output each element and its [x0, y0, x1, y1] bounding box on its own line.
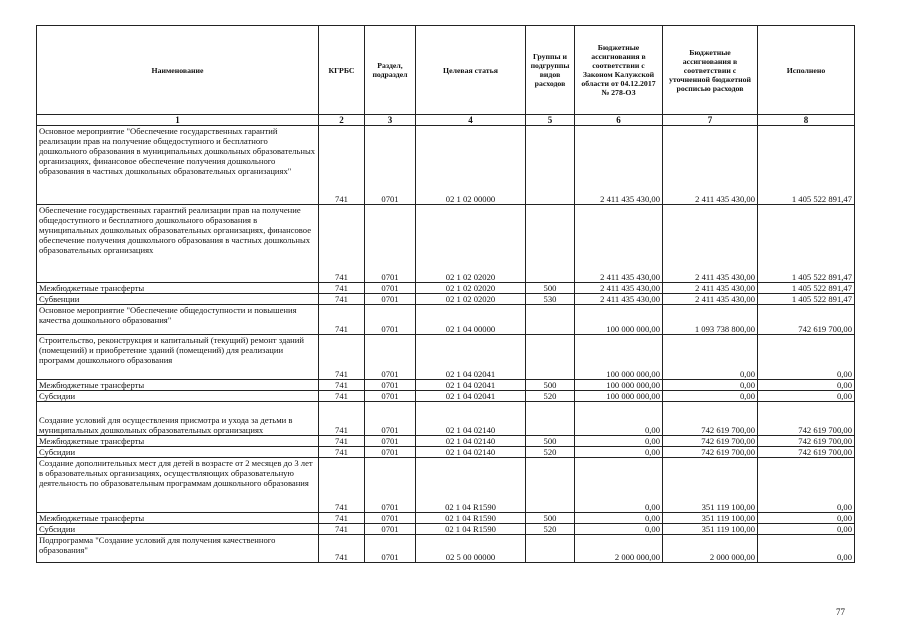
row-name: Основное мероприятие "Обеспечение общедоступности и повышения качества дошкольного образования" [37, 305, 319, 335]
row-name: Обеспечение государственных гарантий реализации прав на получение общедоступного и бесплатного дошкольного образования в муниципальных дошкольных образовательных организациях, финансовое обеспечение получения дошкольного образования в частных дошкольных образовательных организациях [37, 205, 319, 283]
row-group [526, 126, 575, 205]
row-section: 0701 [365, 335, 416, 380]
row-article: 02 1 02 02020 [416, 294, 526, 305]
table-row [37, 447, 855, 458]
table-row [37, 380, 855, 391]
row-article: 02 1 02 00000 [416, 126, 526, 205]
row-article: 02 1 04 02140 [416, 447, 526, 458]
row-law-amount: 0,00 [575, 458, 663, 513]
row-group: 500 [526, 283, 575, 294]
row-kgrbs: 741 [319, 458, 365, 513]
row-executed-amount: 0,00 [758, 535, 855, 563]
row-kgrbs: 741 [319, 294, 365, 305]
row-name: Субсидии [37, 391, 319, 402]
row-executed-amount: 742 619 700,00 [758, 305, 855, 335]
table-row [37, 283, 855, 294]
row-executed-amount: 0,00 [758, 335, 855, 380]
row-group [526, 335, 575, 380]
table-row [37, 402, 855, 436]
column-number: 4 [416, 115, 526, 126]
row-law-amount: 0,00 [575, 447, 663, 458]
table-row [37, 305, 855, 335]
row-law-amount: 2 411 435 430,00 [575, 283, 663, 294]
row-article: 02 1 04 02140 [416, 402, 526, 436]
row-refined-amount: 2 411 435 430,00 [663, 283, 758, 294]
page-number: 77 [836, 607, 845, 617]
row-section: 0701 [365, 402, 416, 436]
row-refined-amount: 742 619 700,00 [663, 402, 758, 436]
table-row [37, 513, 855, 524]
row-kgrbs: 741 [319, 447, 365, 458]
header-cell: Раздел, подраздел [365, 26, 416, 115]
row-law-amount: 100 000 000,00 [575, 380, 663, 391]
row-law-amount: 0,00 [575, 436, 663, 447]
row-refined-amount: 2 411 435 430,00 [663, 205, 758, 283]
row-executed-amount: 0,00 [758, 380, 855, 391]
row-name: Межбюджетные трансферты [37, 436, 319, 447]
row-refined-amount: 351 119 100,00 [663, 524, 758, 535]
table-row [37, 535, 855, 563]
column-number: 7 [663, 115, 758, 126]
row-law-amount: 2 411 435 430,00 [575, 126, 663, 205]
row-executed-amount: 0,00 [758, 391, 855, 402]
row-executed-amount: 1 405 522 891,47 [758, 126, 855, 205]
table-row [37, 294, 855, 305]
row-executed-amount: 1 405 522 891,47 [758, 294, 855, 305]
row-kgrbs: 741 [319, 126, 365, 205]
row-kgrbs: 741 [319, 513, 365, 524]
header-cell: Исполнено [758, 26, 855, 115]
row-refined-amount: 0,00 [663, 380, 758, 391]
row-name: Основное мероприятие "Обеспечение государственных гарантий реализации прав на получение общедоступного и бесплатного дошкольного образования в муниципальных дошкольных образовательных организациях, финансовое обеспечение получения дошкольного образования в частных дошкольных образовательных организациях" [37, 126, 319, 205]
row-name: Межбюджетные трансферты [37, 513, 319, 524]
table-row [37, 391, 855, 402]
row-section: 0701 [365, 305, 416, 335]
row-executed-amount: 0,00 [758, 513, 855, 524]
row-section: 0701 [365, 458, 416, 513]
row-refined-amount: 351 119 100,00 [663, 513, 758, 524]
row-law-amount: 0,00 [575, 513, 663, 524]
row-name: Строительство, реконструкция и капитальный (текущий) ремонт зданий (помещений) и приобретение зданий (помещений) для реализации программ дошкольного образования [37, 335, 319, 380]
row-name: Межбюджетные трансферты [37, 283, 319, 294]
column-number-row [37, 115, 855, 126]
row-section: 0701 [365, 294, 416, 305]
row-name: Субсидии [37, 524, 319, 535]
row-group [526, 458, 575, 513]
row-name: Межбюджетные трансферты [37, 380, 319, 391]
header-cell: Наименование [37, 26, 319, 115]
column-number: 8 [758, 115, 855, 126]
row-section: 0701 [365, 535, 416, 563]
row-kgrbs: 741 [319, 283, 365, 294]
row-section: 0701 [365, 126, 416, 205]
row-refined-amount: 2 411 435 430,00 [663, 294, 758, 305]
table-row [37, 524, 855, 535]
row-law-amount: 0,00 [575, 524, 663, 535]
row-group: 530 [526, 294, 575, 305]
column-number: 2 [319, 115, 365, 126]
row-article: 02 1 02 02020 [416, 283, 526, 294]
row-refined-amount: 2 000 000,00 [663, 535, 758, 563]
row-law-amount: 2 000 000,00 [575, 535, 663, 563]
row-article: 02 1 02 02020 [416, 205, 526, 283]
row-article: 02 1 04 R1590 [416, 513, 526, 524]
row-kgrbs: 741 [319, 436, 365, 447]
row-kgrbs: 741 [319, 535, 365, 563]
column-number: 1 [37, 115, 319, 126]
row-group: 500 [526, 380, 575, 391]
row-law-amount: 2 411 435 430,00 [575, 294, 663, 305]
row-law-amount: 100 000 000,00 [575, 305, 663, 335]
table-row [37, 205, 855, 283]
row-section: 0701 [365, 513, 416, 524]
row-group: 520 [526, 524, 575, 535]
table-body [37, 126, 855, 563]
row-executed-amount: 742 619 700,00 [758, 447, 855, 458]
row-refined-amount: 0,00 [663, 391, 758, 402]
row-refined-amount: 2 411 435 430,00 [663, 126, 758, 205]
header-cell: КГРБС [319, 26, 365, 115]
row-name: Субвенции [37, 294, 319, 305]
column-number: 3 [365, 115, 416, 126]
row-group: 500 [526, 436, 575, 447]
row-kgrbs: 741 [319, 402, 365, 436]
row-group: 500 [526, 513, 575, 524]
table-row [37, 436, 855, 447]
row-executed-amount: 1 405 522 891,47 [758, 283, 855, 294]
row-law-amount: 100 000 000,00 [575, 335, 663, 380]
row-section: 0701 [365, 391, 416, 402]
table-row [37, 458, 855, 513]
row-executed-amount: 1 405 522 891,47 [758, 205, 855, 283]
row-law-amount: 0,00 [575, 402, 663, 436]
row-refined-amount: 742 619 700,00 [663, 436, 758, 447]
table-row [37, 335, 855, 380]
row-group [526, 402, 575, 436]
row-article: 02 1 04 02041 [416, 380, 526, 391]
row-name: Подпрограмма "Создание условий для получения качественного образования" [37, 535, 319, 563]
row-executed-amount: 0,00 [758, 524, 855, 535]
row-article: 02 1 04 R1590 [416, 524, 526, 535]
header-cell: Бюджетные ассигнования в соответствии с Законом Калужской области от 04.12.2017 № 278-ОЗ [575, 26, 663, 115]
row-law-amount: 2 411 435 430,00 [575, 205, 663, 283]
budget-table [36, 25, 855, 563]
header-cell: Целевая статья [416, 26, 526, 115]
row-section: 0701 [365, 436, 416, 447]
row-name: Создание дополнительных мест для детей в возрасте от 2 месяцев до 3 лет в образовательных организациях, осуществляющих образовательную деятельность по образовательным программам дошкольного образования [37, 458, 319, 513]
row-kgrbs: 741 [319, 335, 365, 380]
row-group: 520 [526, 391, 575, 402]
row-executed-amount: 742 619 700,00 [758, 436, 855, 447]
row-refined-amount: 1 093 738 800,00 [663, 305, 758, 335]
row-section: 0701 [365, 283, 416, 294]
row-executed-amount: 742 619 700,00 [758, 402, 855, 436]
row-article: 02 1 04 00000 [416, 305, 526, 335]
table-row [37, 126, 855, 205]
row-article: 02 5 00 00000 [416, 535, 526, 563]
row-kgrbs: 741 [319, 524, 365, 535]
row-refined-amount: 0,00 [663, 335, 758, 380]
row-kgrbs: 741 [319, 391, 365, 402]
column-number: 6 [575, 115, 663, 126]
header-cell: Группы и подгруппы видов расходов [526, 26, 575, 115]
row-name: Субсидии [37, 447, 319, 458]
row-article: 02 1 04 02140 [416, 436, 526, 447]
row-group [526, 205, 575, 283]
row-group: 520 [526, 447, 575, 458]
row-group [526, 305, 575, 335]
row-section: 0701 [365, 447, 416, 458]
row-kgrbs: 741 [319, 205, 365, 283]
row-kgrbs: 741 [319, 305, 365, 335]
row-section: 0701 [365, 205, 416, 283]
row-executed-amount: 0,00 [758, 458, 855, 513]
row-article: 02 1 04 R1590 [416, 458, 526, 513]
row-article: 02 1 04 02041 [416, 391, 526, 402]
row-refined-amount: 742 619 700,00 [663, 447, 758, 458]
header-row [37, 26, 855, 115]
header-cell: Бюджетные ассигнования в соответствии с уточненной бюджетной росписью расходов [663, 26, 758, 115]
row-article: 02 1 04 02041 [416, 335, 526, 380]
row-law-amount: 100 000 000,00 [575, 391, 663, 402]
column-number: 5 [526, 115, 575, 126]
row-kgrbs: 741 [319, 380, 365, 391]
row-refined-amount: 351 119 100,00 [663, 458, 758, 513]
row-name: Создание условий для осуществления присмотра и ухода за детьми в муниципальных дошкольных образовательных организациях [37, 402, 319, 436]
row-section: 0701 [365, 524, 416, 535]
row-group [526, 535, 575, 563]
row-section: 0701 [365, 380, 416, 391]
